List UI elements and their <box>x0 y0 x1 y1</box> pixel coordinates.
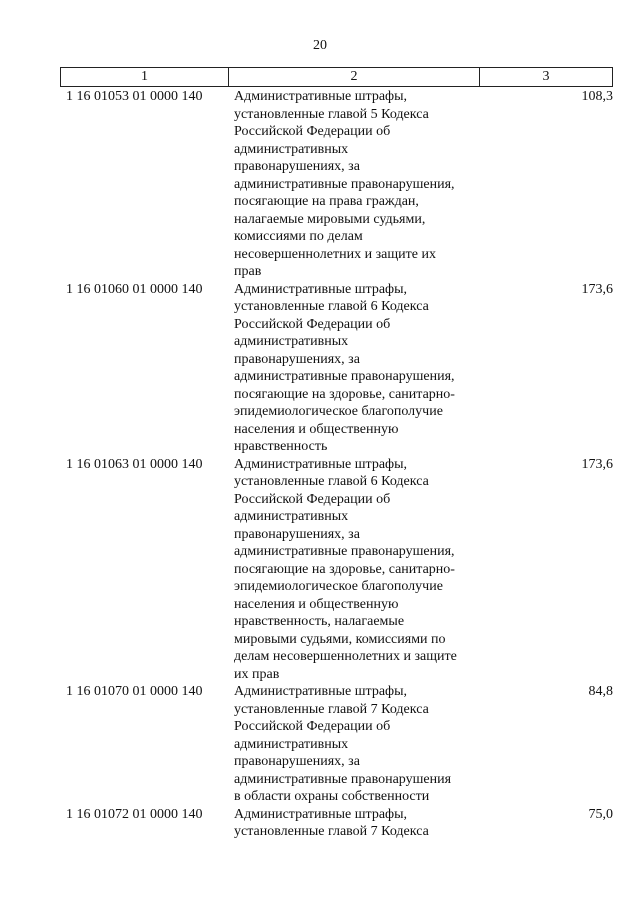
description-line: административные правонарушения, <box>234 176 455 192</box>
budget-code: 1 16 01063 01 0000 140 <box>66 456 203 472</box>
description-line: налагаемые мировыми судьями, <box>234 211 426 227</box>
description-line: установленные главой 5 Кодекса <box>234 106 429 122</box>
budget-code: 1 16 01070 01 0000 140 <box>66 684 203 699</box>
description-line: несовершеннолетних и защите их <box>234 246 436 262</box>
table-body <box>60 88 613 841</box>
description-line: посягающие на здоровье, санитарно- <box>234 561 455 577</box>
description-line: установленные главой 6 Кодекса <box>234 299 429 314</box>
description-line: установленные главой 7 Кодекса <box>234 824 429 839</box>
description-line: эпидемиологическое благополучие <box>234 579 443 594</box>
description-line: посягающие на здоровье, санитарно- <box>234 386 455 402</box>
description-line: эпидемиологическое благополучие <box>234 404 443 419</box>
description-line: Административные штрафы, <box>234 806 408 822</box>
description-line: административные правонарушения, <box>234 369 455 384</box>
description-line: прав <box>234 264 262 279</box>
header-col-1: 1 <box>61 68 229 86</box>
header-col-3: 3 <box>542 69 550 84</box>
income-description <box>228 88 479 281</box>
description-line: делам несовершеннолетних и защите <box>234 649 457 664</box>
description-line: нравственность <box>234 439 328 454</box>
description-line: административные правонарушения, <box>234 544 455 559</box>
amount-value: 173,6 <box>581 281 613 297</box>
table-row <box>60 281 613 456</box>
description-line: административных <box>234 334 349 349</box>
description-line: комиссиями по делам <box>234 229 363 244</box>
budget-code: 1 16 01072 01 0000 140 <box>66 806 203 822</box>
description-line: административных <box>234 141 349 157</box>
description-line: Российской Федерации об <box>234 316 391 332</box>
table-row <box>60 456 613 684</box>
amount-value: 75,0 <box>588 806 613 822</box>
amount-value: 84,8 <box>588 684 613 699</box>
table-row <box>60 806 613 841</box>
table-row <box>60 683 613 806</box>
income-description <box>228 683 479 806</box>
description-line: населения и общественную <box>234 421 399 437</box>
description-line: Административные штрафы, <box>234 89 408 104</box>
description-line: населения и общественную <box>234 596 399 612</box>
description-line: административные правонарушения <box>234 771 452 787</box>
budget-code: 1 16 01060 01 0000 140 <box>66 281 203 297</box>
table-header <box>60 67 613 87</box>
description-line: Российской Федерации об <box>234 491 391 507</box>
description-line: административных <box>234 736 349 752</box>
amount-value: 108,3 <box>581 89 613 104</box>
description-line: правонарушениях, за <box>234 754 360 769</box>
description-line: Российской Федерации об <box>234 124 391 139</box>
description-line: правонарушениях, за <box>234 526 360 542</box>
description-line: правонарушениях, за <box>234 351 360 367</box>
description-line: Административные штрафы, <box>234 281 408 297</box>
amount-value: 173,6 <box>581 456 613 472</box>
description-line: установленные главой 6 Кодекса <box>234 474 429 489</box>
table-row <box>60 88 613 281</box>
page-number: 20 <box>313 38 327 53</box>
description-line: в области охраны собственности <box>234 789 430 804</box>
description-line: мировыми судьями, комиссиями по <box>234 631 446 647</box>
description-line: Административные штрафы, <box>234 456 408 472</box>
description-line: посягающие на права граждан, <box>234 194 419 209</box>
description-line: их прав <box>234 666 280 682</box>
income-description <box>228 456 479 684</box>
income-description <box>228 806 479 841</box>
description-line: Административные штрафы, <box>234 684 408 699</box>
description-line: административных <box>234 509 349 524</box>
description-line: Российской Федерации об <box>234 719 391 734</box>
income-description <box>228 281 479 456</box>
description-line: нравственность, налагаемые <box>234 614 405 629</box>
header-col-2: 2 <box>229 68 480 86</box>
description-line: установленные главой 7 Кодекса <box>234 701 429 717</box>
budget-code: 1 16 01053 01 0000 140 <box>66 89 203 104</box>
description-line: правонарушениях, за <box>234 159 360 174</box>
